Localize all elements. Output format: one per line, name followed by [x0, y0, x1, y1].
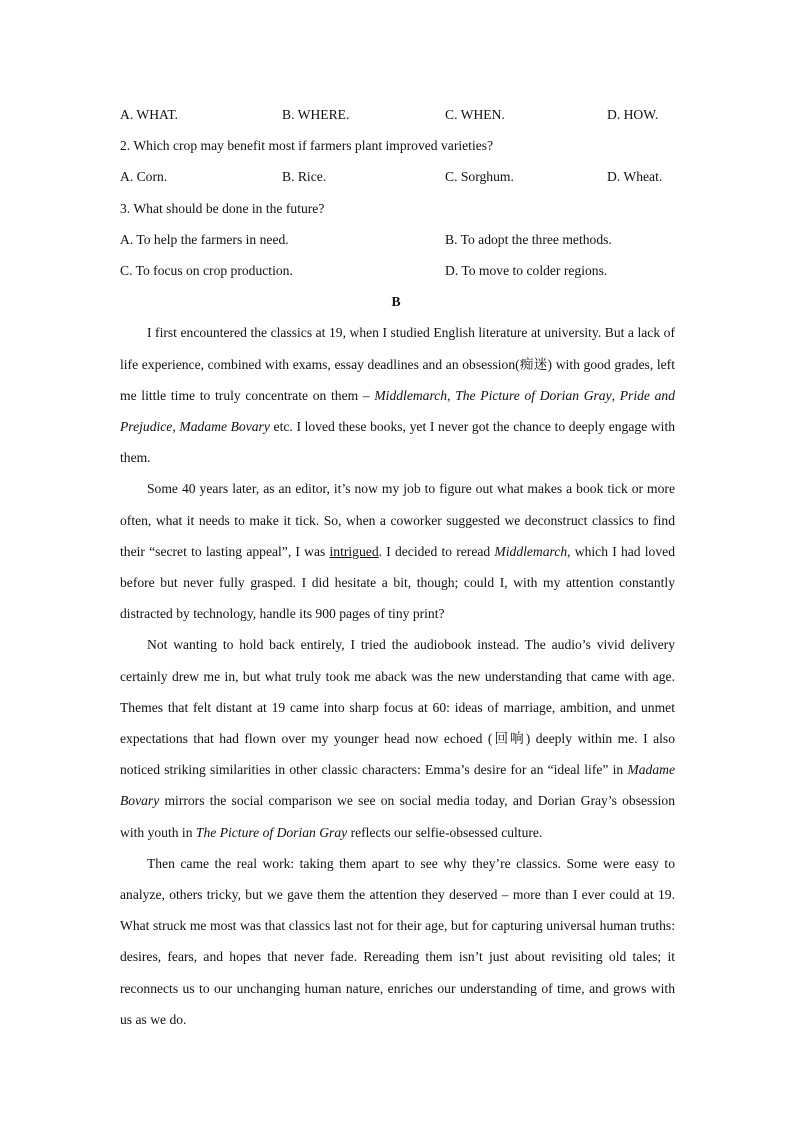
section-title: B: [391, 294, 401, 310]
q3-option-d: D. To move to colder regions.: [445, 262, 608, 278]
p2-text-1: Some 40 years later, as an editor, it’s now my job to figure out what makes a book tick or more often, what it needs to make it tick. So, when a coworker suggested we deconstruct classics to find their “secret to lasting appeal”, I was: [120, 481, 675, 559]
q1-option-d: D. HOW.: [607, 107, 659, 122]
q2-option-b: B. Rice.: [282, 169, 327, 185]
p1-title-pride-prejudice: Pride and Prejudice: [120, 387, 676, 434]
q3-option-a: A. To help the farmers in need.: [120, 231, 289, 247]
p1-title-middlemarch: Middlemarch: [374, 387, 448, 403]
exam-page: [120, 99, 675, 1035]
q2-question: 2. Which crop may benefit most if farmers plant improved varieties?: [120, 138, 494, 154]
q1-option-a: A. WHAT.: [120, 107, 179, 122]
passage-paragraph-4: Then came the real work: taking them apart to see why they’re classics. Some were easy to analyze, others tricky, but we gave them the attention they deserved – more than I ever could at 19. What struck me most was that classics last not for their age, but for capturing universal human truths: desires, fears, and hopes that never fade. Rereading them isn’t just about revisiting old tales; it reconnects us to our unchanging human nature, enriches our understanding of time, and grows with us as we do.: [120, 855, 675, 1027]
q1-option-c: C. WHEN.: [445, 107, 505, 122]
p2-title-middlemarch: Middlemarch: [494, 543, 568, 559]
p1-title-madame-bovary: Madame Bovary: [179, 418, 270, 434]
p3-title-madame-bovary: Madame Bovary: [120, 762, 675, 809]
q2-option-a: A. Corn.: [120, 169, 168, 185]
p3-text-2: mirrors the social comparison we see on social media today, and Dorian Gray’s obsession with youth in: [120, 793, 675, 840]
q2-option-c: C. Sorghum.: [445, 169, 514, 185]
q2-option-d: D. Wheat.: [607, 169, 663, 185]
p1-text-1: I first encountered the classics at 19, when I studied English literature at university. But a lack of life experience, combined with exams, essay deadlines and an obsession(痴迷) with good grades, left me little time to truly concentrate on them –: [120, 325, 675, 403]
p2-text-2: . I decided to reread: [378, 543, 495, 559]
q3-option-c: C. To focus on crop production.: [120, 262, 293, 278]
passage-paragraph-1: [120, 317, 675, 473]
passage-paragraph-3: [120, 629, 675, 847]
q3-question: 3. What should be done in the future?: [120, 200, 325, 216]
q3-options-row-1: [120, 224, 675, 255]
p3-text-3: reflects our selfie-obsessed culture.: [347, 824, 543, 840]
q3-options-row-2: [120, 255, 675, 286]
p1-text-5: etc. I loved these books, yet I never got the chance to deeply engage with them.: [120, 418, 676, 466]
passage-paragraph-2: [120, 473, 675, 629]
p3-text-1: Not wanting to hold back entirely, I tried the audiobook instead. The audio’s vivid delivery certainly drew me in, but what truly took me aback was the new understanding that came with age. Themes that felt distant at 19 came into sharp focus at 60: ideas of marriage, ambition, and unmet expectations that had flown over my younger head now echoed (回响) deeply within me. I also noticed striking similarities in other classic characters: Emma’s desire for an “ideal life” in: [120, 637, 675, 778]
p1-text-2: ,: [447, 387, 456, 403]
p3-title-dorian-gray: The Picture of Dorian Gray: [195, 824, 348, 840]
p2-text-3: , which I had loved before but never fully grasped. I did hesitate a bit, though; could I, with my attention constantly distracted by technology, handle its 900 pages of tiny print?: [120, 543, 675, 622]
p1-text-4: ,: [172, 418, 180, 434]
p2-underlined-word: intrigued: [329, 543, 379, 559]
q1-option-b: B. WHERE.: [282, 107, 350, 122]
p1-text-3: ,: [611, 387, 620, 403]
p1-title-dorian-gray: The Picture of Dorian Gray: [455, 387, 612, 403]
q1-options: [120, 99, 675, 130]
q3-option-b: B. To adopt the three methods.: [445, 231, 612, 247]
q2-options: [120, 161, 675, 192]
